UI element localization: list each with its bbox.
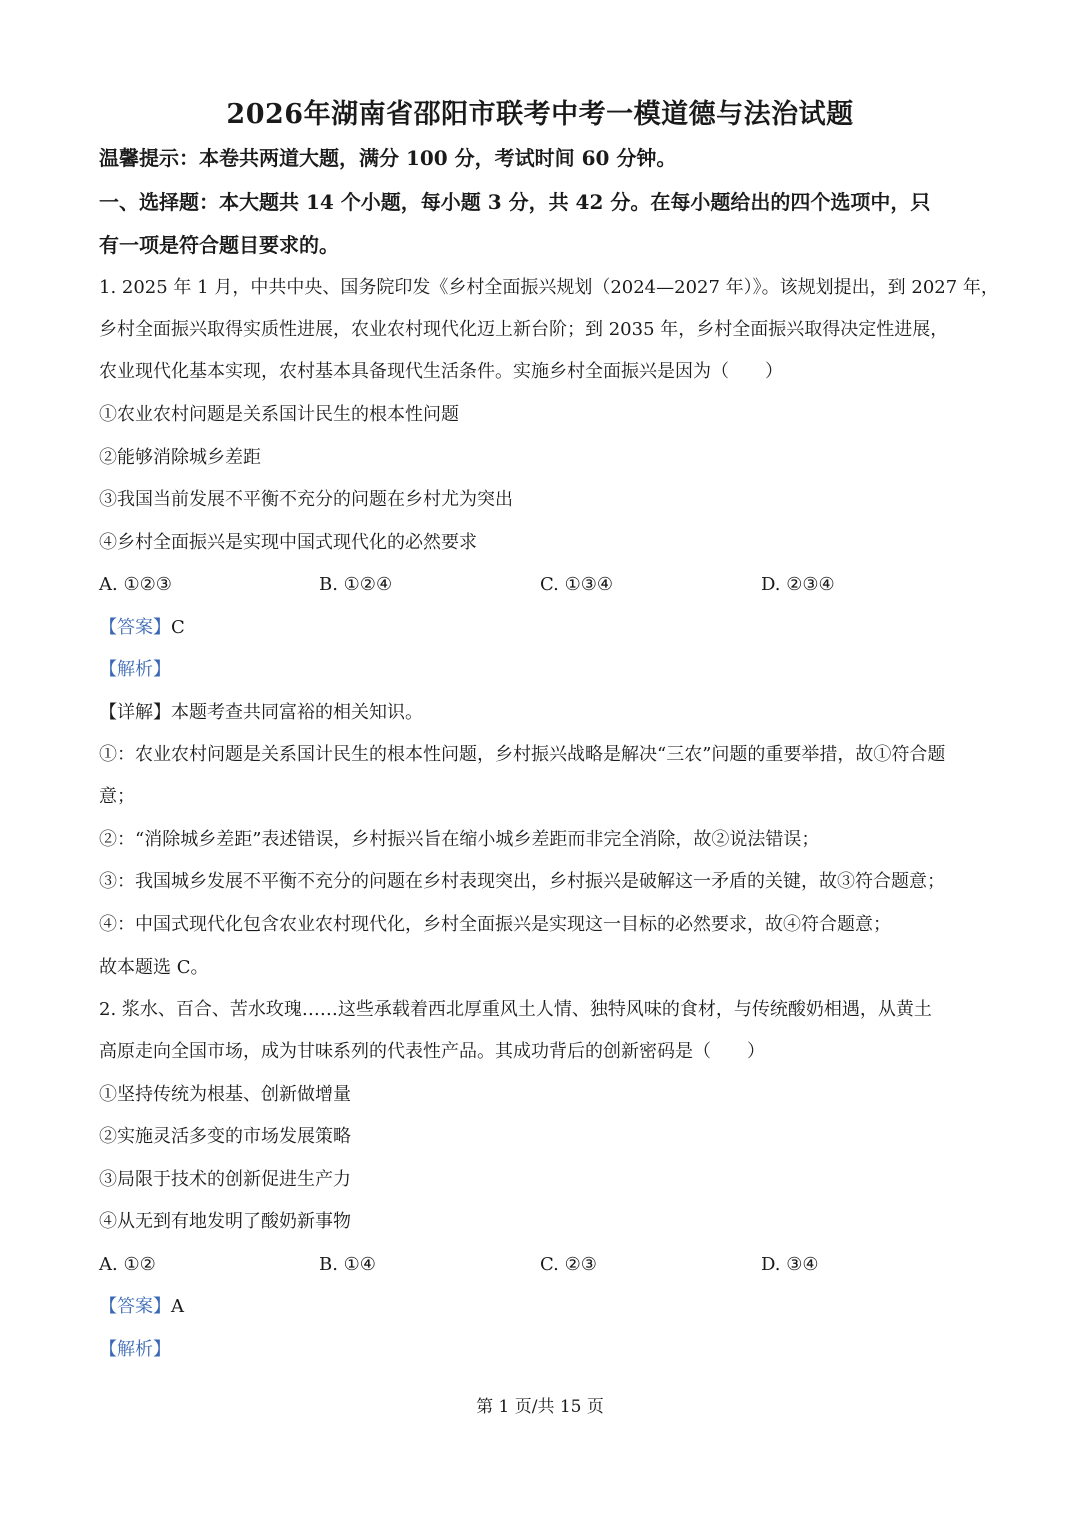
q1-detail-text: 本题考查共同富裕的相关知识。 [171, 702, 423, 723]
q1-stem-line3: 农业现代化基本实现，农村基本具备现代生活条件。实施乡村全面振兴是因为（ ） [99, 361, 783, 382]
q1-option-c: C. ①③④ [540, 574, 613, 595]
q2-analysis-tag: 【解析】 [99, 1339, 171, 1360]
q2-stem-line1: 2. 浆水、百合、苦水玫瑰……这些承载着西北厚重风土人情、独特风味的食材，与传统酸奶相遇，从黄土 [99, 999, 932, 1020]
q1-explanation-4: ④：中国式现代化包含农业农村现代化，乡村全面振兴是实现这一目标的必然要求，故④符合题意； [99, 914, 891, 935]
q1-stem-line2: 乡村全面振兴取得实质性进展，农业农村现代化迈上新台阶；到 2035 年，乡村全面振兴取得决定性进展， [99, 319, 949, 340]
q1-option-a: A. ①②③ [99, 574, 172, 595]
q1-item-2: ②能够消除城乡差距 [99, 447, 261, 468]
q2-item-4: ④从无到有地发明了酸奶新事物 [99, 1211, 351, 1232]
q1-item-4: ④乡村全面振兴是实现中国式现代化的必然要求 [99, 532, 477, 553]
q2-item-3: ③局限于技术的创新促进生产力 [99, 1169, 351, 1190]
section-heading-line1: 一、选择题：本大题共 14 个小题，每小题 3 分，共 42 分。在每小题给出的四个选项中，只 [99, 190, 931, 214]
q2-answer [99, 1294, 989, 1320]
q1-detail-tag: 【详解】 [99, 702, 171, 723]
q1-item-3: ③我国当前发展不平衡不充分的问题在乡村尤为突出 [99, 489, 513, 510]
q1-detail [99, 700, 989, 726]
q1-answer-tag: 【答案】 [99, 617, 171, 638]
q2-stem-line2: 高原走向全国市场，成为甘味系列的代表性产品。其成功背后的创新密码是（ ） [99, 1041, 765, 1062]
q1-explanation-3: ③：我国城乡发展不平衡不充分的问题在乡村表现突出，乡村振兴是破解这一矛盾的关键，故③符合题意； [99, 871, 945, 892]
q2-answer-tag: 【答案】 [99, 1296, 171, 1317]
q1-option-d: D. ②③④ [761, 574, 835, 595]
q2-item-2: ②实施灵活多变的市场发展策略 [99, 1126, 351, 1147]
page-title: 2026年湖南省邵阳市联考中考一模道德与法治试题 [226, 99, 854, 130]
q1-answer [99, 615, 989, 641]
q2-option-a: A. ①② [99, 1254, 156, 1275]
q1-explanation-1a: ①：农业农村问题是关系国计民生的根本性问题，乡村振兴战略是解决“三农”问题的重要举措，故①符合题 [99, 744, 946, 765]
q1-explanation-1b: 意； [99, 786, 135, 807]
q1-stem-line1: 1. 2025 年 1 月，中共中央、国务院印发《乡村全面振兴规划（2024—2027 年）》。该规划提出，到 2027 年， [99, 277, 999, 298]
q2-option-c: C. ②③ [540, 1254, 597, 1275]
q2-item-1: ①坚持传统为根基、创新做增量 [99, 1084, 351, 1105]
q1-conclusion: 故本题选 C。 [99, 957, 209, 978]
q1-explanation-2: ②：“消除城乡差距”表述错误，乡村振兴旨在缩小城乡差距而非完全消除，故②说法错误； [99, 829, 820, 850]
q2-option-d: D. ③④ [761, 1254, 819, 1275]
section-heading-line2: 有一项是符合题目要求的。 [99, 233, 339, 257]
q1-answer-value: C [171, 617, 185, 638]
page-footer: 第 1 页/共 15 页 [476, 1397, 604, 1417]
q2-answer-value: A [171, 1296, 184, 1317]
q1-option-b: B. ①②④ [319, 574, 393, 595]
q2-option-b: B. ①④ [319, 1254, 376, 1275]
q1-item-1: ①农业农村问题是关系国计民生的根本性问题 [99, 404, 459, 425]
warm-tip: 温馨提示：本卷共两道大题，满分 100 分，考试时间 60 分钟。 [99, 146, 677, 170]
q1-analysis-tag: 【解析】 [99, 659, 171, 680]
